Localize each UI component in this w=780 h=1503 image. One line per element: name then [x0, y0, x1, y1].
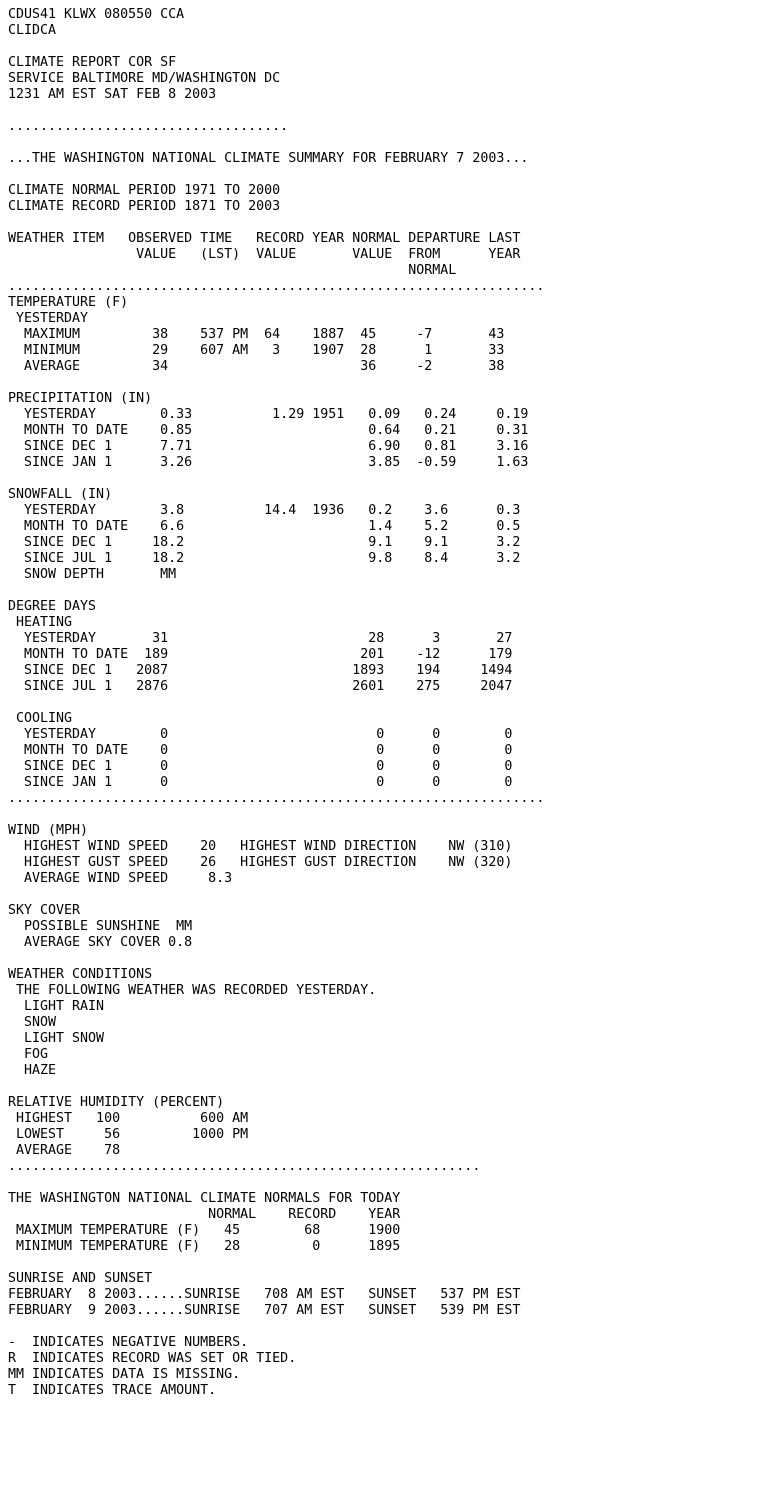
report-line: NORMAL	[8, 263, 457, 278]
report-line: MAXIMUM TEMPERATURE (F) 45 68 1900	[8, 1223, 401, 1238]
report-line: CLIDCA	[8, 23, 57, 38]
report-line: AVERAGE WIND SPEED 8.3	[8, 871, 233, 886]
report-line: FEBRUARY 9 2003......SUNRISE 707 AM EST SUNSET 539 PM EST	[8, 1303, 521, 1318]
report-line: WEATHER ITEM OBSERVED TIME RECORD YEAR NORMAL DEPARTURE LAST	[8, 231, 521, 246]
report-line: MONTH TO DATE 6.6 1.4 5.2 0.5	[8, 519, 521, 534]
report-line: DEGREE DAYS	[8, 599, 97, 614]
report-line: SINCE JUL 1 18.2 9.8 8.4 3.2	[8, 551, 521, 566]
report-line: ...................................	[8, 119, 289, 134]
blank-line	[8, 887, 780, 903]
report-line: MONTH TO DATE 0 0 0 0	[8, 743, 513, 758]
report-line: LIGHT RAIN	[8, 999, 105, 1014]
report-line: HIGHEST GUST SPEED 26 HIGHEST GUST DIRECTION NW (320)	[8, 855, 513, 870]
report-line: AVERAGE 34 36 -2 38	[8, 359, 505, 374]
report-line: SINCE DEC 1 7.71 6.90 0.81 3.16	[8, 439, 529, 454]
blank-line	[8, 695, 780, 711]
report-line: SNOWFALL (IN)	[8, 487, 113, 502]
blank-line	[8, 1255, 780, 1271]
report-line: SERVICE BALTIMORE MD/WASHINGTON DC	[8, 71, 281, 86]
report-line: YESTERDAY 0.33 1.29 1951 0.09 0.24 0.19	[8, 407, 529, 422]
report-line: AVERAGE SKY COVER 0.8	[8, 935, 193, 950]
report-line: MONTH TO DATE 0.85 0.64 0.21 0.31	[8, 423, 529, 438]
report-line: ...................................................................	[8, 279, 545, 294]
report-line: CDUS41 KLWX 080550 CCA	[8, 7, 185, 22]
report-line: MAXIMUM 38 537 PM 64 1887 45 -7 43	[8, 327, 505, 342]
report-line: YESTERDAY	[8, 311, 89, 326]
report-line: 1231 AM EST SAT FEB 8 2003	[8, 87, 217, 102]
report-line: COOLING	[8, 711, 73, 726]
report-line: TEMPERATURE (F)	[8, 295, 129, 310]
report-line: SNOW DEPTH MM	[8, 567, 177, 582]
blank-line	[8, 471, 780, 487]
report-line: FEBRUARY 8 2003......SUNRISE 708 AM EST SUNSET 537 PM EST	[8, 1287, 521, 1302]
report-line: SNOW	[8, 1015, 57, 1030]
blank-line	[8, 167, 780, 183]
report-line: ...........................................................	[8, 1159, 481, 1174]
report-line: SINCE DEC 1 2087 1893 194 1494	[8, 663, 513, 678]
report-line: MONTH TO DATE 189 201 -12 179	[8, 647, 513, 662]
report-line: NORMAL RECORD YEAR	[8, 1207, 401, 1222]
report-line: LOWEST 56 1000 PM	[8, 1127, 249, 1142]
report-line: WEATHER CONDITIONS	[8, 967, 153, 982]
report-line: CLIMATE NORMAL PERIOD 1971 TO 2000	[8, 183, 281, 198]
report-line: CLIMATE REPORT COR SF	[8, 55, 177, 70]
report-line: LIGHT SNOW	[8, 1031, 105, 1046]
report-line: SINCE JAN 1 3.26 3.85 -0.59 1.63	[8, 455, 529, 470]
report-line: ...................................................................	[8, 791, 545, 806]
report-line: CLIMATE RECORD PERIOD 1871 TO 2003	[8, 199, 281, 214]
report-line: HAZE	[8, 1063, 57, 1078]
report-line: THE FOLLOWING WEATHER WAS RECORDED YESTERDAY.	[8, 983, 377, 998]
report-line: SINCE DEC 1 18.2 9.1 9.1 3.2	[8, 535, 521, 550]
report-line: THE WASHINGTON NATIONAL CLIMATE NORMALS FOR TODAY	[8, 1191, 401, 1206]
report-line: YESTERDAY 31 28 3 27	[8, 631, 513, 646]
blank-line	[8, 375, 780, 391]
report-line: - INDICATES NEGATIVE NUMBERS.	[8, 1335, 249, 1350]
report-line: SINCE DEC 1 0 0 0 0	[8, 759, 513, 774]
blank-line	[8, 1175, 780, 1191]
report-line: PRECIPITATION (IN)	[8, 391, 153, 406]
report-line: ...THE WASHINGTON NATIONAL CLIMATE SUMMARY FOR FEBRUARY 7 2003...	[8, 151, 529, 166]
report-line: YESTERDAY 3.8 14.4 1936 0.2 3.6 0.3	[8, 503, 521, 518]
blank-line	[8, 951, 780, 967]
report-line: SINCE JAN 1 0 0 0 0	[8, 775, 513, 790]
report-line: SUNRISE AND SUNSET	[8, 1271, 153, 1286]
blank-line	[8, 807, 780, 823]
report-line: SINCE JUL 1 2876 2601 275 2047	[8, 679, 513, 694]
report-line: MINIMUM TEMPERATURE (F) 28 0 1895	[8, 1239, 401, 1254]
report-line: MINIMUM 29 607 AM 3 1907 28 1 33	[8, 343, 505, 358]
report-line: AVERAGE 78	[8, 1143, 121, 1158]
report-line: T INDICATES TRACE AMOUNT.	[8, 1383, 217, 1398]
report-line: HEATING	[8, 615, 73, 630]
blank-line	[8, 1319, 780, 1335]
blank-line	[8, 583, 780, 599]
report-line: R INDICATES RECORD WAS SET OR TIED.	[8, 1351, 297, 1366]
blank-line	[8, 1079, 780, 1095]
report-line: HIGHEST 100 600 AM	[8, 1111, 249, 1126]
blank-line	[8, 39, 780, 55]
report-line: MM INDICATES DATA IS MISSING.	[8, 1367, 241, 1382]
report-line: RELATIVE HUMIDITY (PERCENT)	[8, 1095, 225, 1110]
report-line: FOG	[8, 1047, 49, 1062]
blank-line	[8, 215, 780, 231]
report-line: HIGHEST WIND SPEED 20 HIGHEST WIND DIRECTION NW (310)	[8, 839, 513, 854]
report-line: YESTERDAY 0 0 0 0	[8, 727, 513, 742]
blank-line	[8, 135, 780, 151]
report-line: POSSIBLE SUNSHINE MM	[8, 919, 193, 934]
report-line: SKY COVER	[8, 903, 81, 918]
blank-line	[8, 103, 780, 119]
report-line: WIND (MPH)	[8, 823, 89, 838]
report-line: VALUE (LST) VALUE VALUE FROM YEAR	[8, 247, 521, 262]
